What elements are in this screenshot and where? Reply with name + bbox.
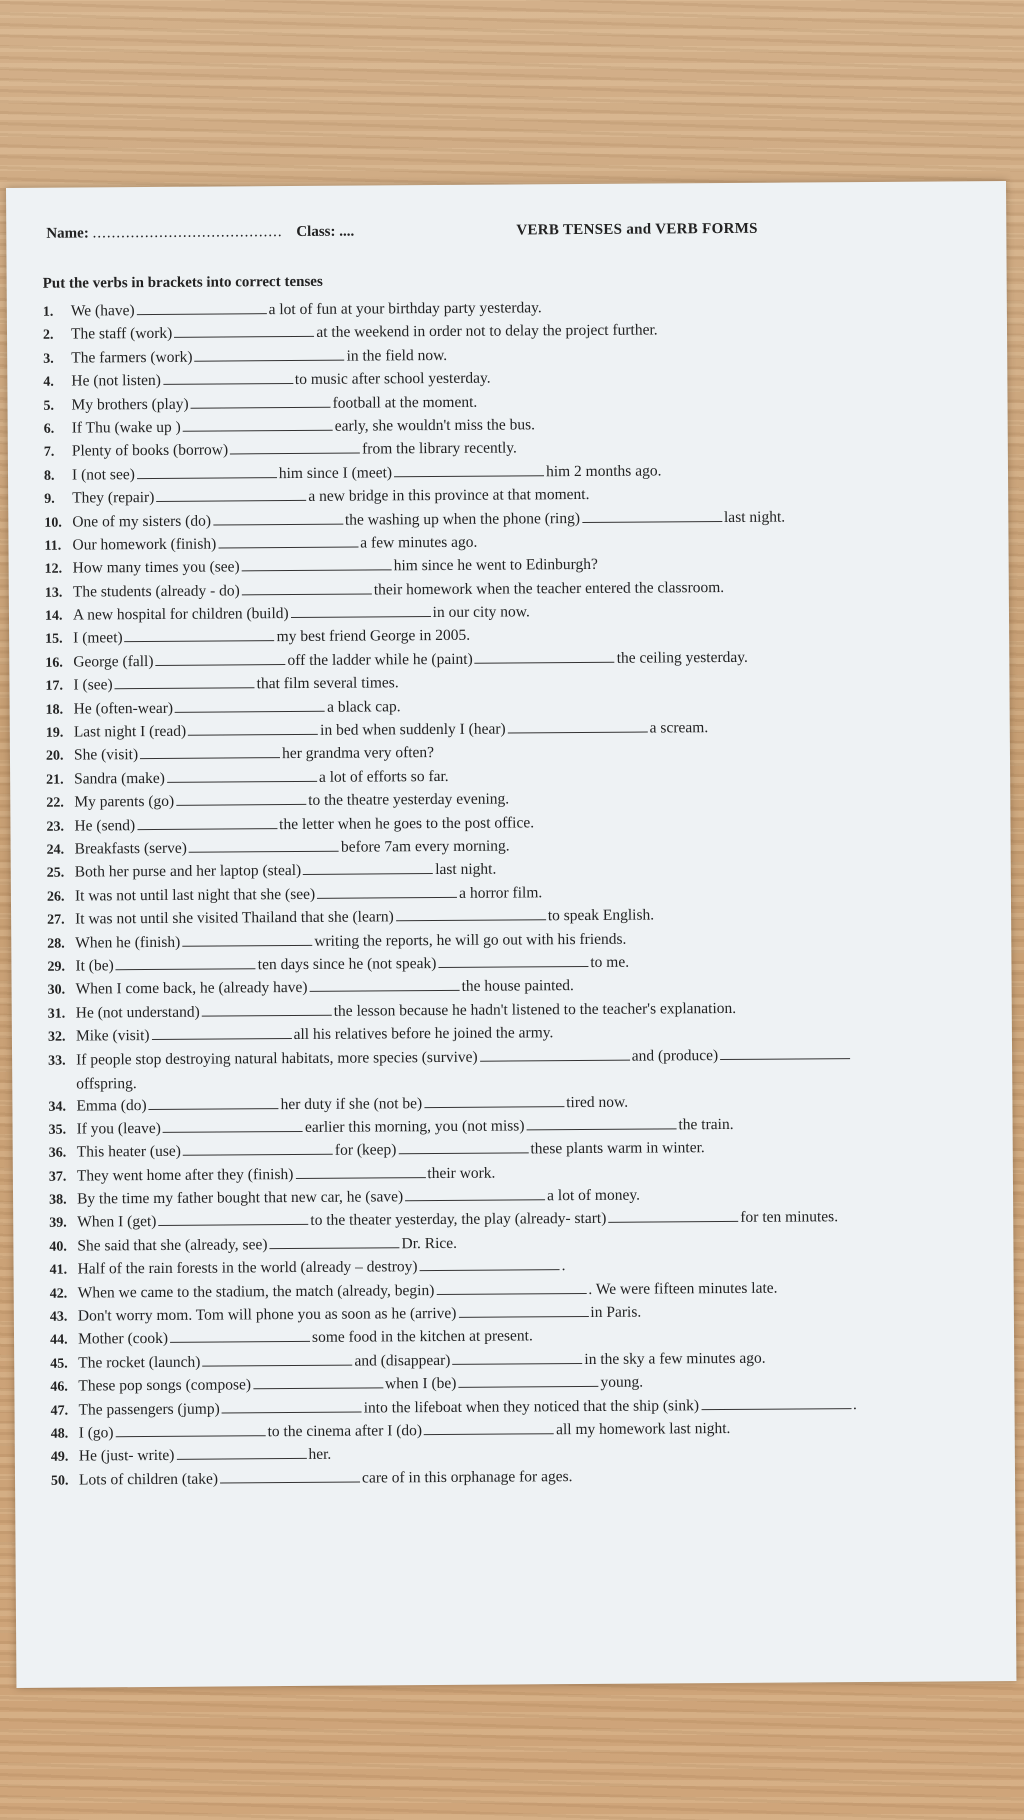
answer-blank[interactable] xyxy=(526,1114,676,1130)
exercise-number: 39. xyxy=(49,1216,67,1232)
exercise-text: to the cinema after I (do) xyxy=(267,1422,423,1441)
exercise-text: earlier this morning, you (not miss) xyxy=(304,1117,525,1136)
exercise-text: . xyxy=(561,1257,566,1275)
answer-blank[interactable] xyxy=(176,790,306,806)
answer-blank[interactable] xyxy=(140,744,280,760)
exercise-number: 38. xyxy=(49,1192,67,1208)
exercise-text: a lot of efforts so far. xyxy=(318,767,449,786)
answer-blank[interactable] xyxy=(174,322,314,338)
exercise-text: in bed when suddenly I (hear) xyxy=(320,720,506,739)
exercise-text: at the weekend in order not to delay the project further. xyxy=(316,321,658,342)
answer-blank[interactable] xyxy=(291,602,431,618)
exercise-number: 13. xyxy=(44,585,63,601)
exercise-text: I (not see) xyxy=(71,465,135,484)
answer-blank[interactable] xyxy=(452,1349,582,1365)
exercise-text: into the lifeboat when they noticed that the ship (sink) xyxy=(363,1396,700,1417)
exercise-text: When we came to the stadium, the match (already, begin) xyxy=(77,1281,435,1302)
exercise-text: It was not until last night that she (see) xyxy=(74,885,316,905)
exercise-text: The passengers (jump) xyxy=(78,1400,220,1419)
exercise-number: 20. xyxy=(45,749,64,765)
exercise-number: 49. xyxy=(50,1449,69,1466)
answer-blank[interactable] xyxy=(608,1207,738,1223)
exercise-text: Half of the rain forests in the world (already – destroy) xyxy=(77,1258,418,1278)
exercise-text: these plants warm in winter. xyxy=(530,1139,705,1158)
exercise-text: the ceiling yesterday. xyxy=(616,648,748,667)
exercise-number: 21. xyxy=(46,772,64,788)
answer-blank[interactable] xyxy=(149,1094,279,1110)
answer-blank[interactable] xyxy=(269,1233,399,1249)
answer-blank[interactable] xyxy=(242,556,392,572)
exercise-number: 29. xyxy=(47,959,65,975)
exercise-text: their work. xyxy=(427,1164,496,1182)
answer-blank[interactable] xyxy=(188,720,318,736)
exercise-text: If people stop destroying natural habitats, more species (survive) xyxy=(76,1048,478,1069)
answer-blank[interactable] xyxy=(125,627,275,643)
exercise-text: How many times you (see) xyxy=(72,558,240,577)
exercise-number: 9. xyxy=(44,491,55,507)
exercise-text: early, she wouldn't miss the bus. xyxy=(334,416,536,435)
exercise-text: in our city now. xyxy=(432,603,530,622)
exercise-text: If you (leave) xyxy=(76,1119,161,1138)
answer-blank[interactable] xyxy=(458,1302,588,1318)
exercise-number: 15. xyxy=(45,632,63,648)
exercise-text: Mike (visit) xyxy=(75,1027,150,1045)
exercise-text: When he (finish) xyxy=(75,933,181,952)
exercise-text: They went home after they (finish) xyxy=(76,1165,294,1185)
name-label: Name: xyxy=(46,225,89,242)
exercise-text: It was not until she visited Thailand that she (learn) xyxy=(75,908,394,928)
answer-blank[interactable] xyxy=(176,1444,306,1460)
exercise-number: 35. xyxy=(48,1122,67,1138)
answer-blank[interactable] xyxy=(163,1117,303,1133)
exercise-text: a scream. xyxy=(649,719,709,737)
exercise-number: 42. xyxy=(49,1286,68,1302)
exercise-item xyxy=(48,1042,1008,1095)
exercise-text: . We were fifteen minutes late. xyxy=(588,1279,778,1298)
exercise-text: Both her purse and her laptop (steal) xyxy=(74,862,302,881)
exercise-text: in Paris. xyxy=(590,1303,642,1321)
answer-blank[interactable] xyxy=(182,930,312,946)
exercise-text: my best friend George in 2005. xyxy=(276,627,471,646)
exercise-number: 41. xyxy=(49,1262,68,1278)
exercise-text: the train. xyxy=(678,1115,734,1134)
worksheet-title: VERB TENSES and VERB FORMS xyxy=(516,220,758,239)
exercise-text: to speak English. xyxy=(547,906,655,925)
exercise-number: 19. xyxy=(45,725,64,741)
exercise-text: football at the moment. xyxy=(332,393,478,412)
exercise-text: Lots of children (take) xyxy=(78,1470,219,1489)
exercise-text: last night. xyxy=(723,508,786,526)
exercise-text: and (disappear) xyxy=(354,1351,451,1370)
exercise-text: all his relatives before he joined the army. xyxy=(293,1024,554,1044)
exercise-number: 16. xyxy=(45,655,63,671)
exercise-text: Dr. Rice. xyxy=(401,1234,458,1253)
exercise-text: He (not understand) xyxy=(75,1003,200,1022)
exercise-text: The farmers (work) xyxy=(71,348,193,367)
answer-blank[interactable] xyxy=(405,1185,545,1201)
exercise-text: The rocket (launch) xyxy=(78,1353,201,1372)
exercise-text: . xyxy=(852,1395,857,1413)
exercise-number: 26. xyxy=(46,889,65,905)
exercise-text: her duty if she (not be) xyxy=(280,1094,423,1113)
exercise-text: and (produce) xyxy=(631,1046,719,1065)
answer-blank[interactable] xyxy=(213,509,343,525)
answer-blank[interactable] xyxy=(303,859,433,875)
exercise-text: One of my sisters (do) xyxy=(72,512,212,531)
exercise-text: to me. xyxy=(590,953,630,971)
answer-blank[interactable] xyxy=(295,1163,425,1179)
exercise-text: the washing up when the phone (ring) xyxy=(344,509,581,529)
exercise-number: 28. xyxy=(47,936,65,952)
exercise-text: off the ladder while he (paint) xyxy=(287,650,473,669)
exercise-number: 22. xyxy=(46,795,64,811)
answer-blank[interactable] xyxy=(194,345,344,361)
answer-blank[interactable] xyxy=(220,1467,360,1483)
worksheet-page xyxy=(6,181,1016,1688)
exercise-text: Mother (cook) xyxy=(77,1330,169,1348)
exercise-number: 36. xyxy=(48,1145,67,1162)
exercise-number: 14. xyxy=(44,608,63,624)
exercise-text: A new hospital for children (build) xyxy=(72,605,289,624)
exercise-number: 23. xyxy=(46,819,65,835)
exercise-text: her. xyxy=(308,1446,332,1464)
exercise-number: 32. xyxy=(47,1029,66,1045)
answer-blank[interactable] xyxy=(163,369,293,385)
answer-blank[interactable] xyxy=(419,1255,559,1271)
answer-blank[interactable] xyxy=(155,650,285,666)
exercise-text: a lot of money. xyxy=(547,1186,641,1205)
exercise-text: Sandra (make) xyxy=(74,769,165,788)
exercise-number: 50. xyxy=(50,1473,69,1489)
answer-blank[interactable] xyxy=(394,461,544,477)
exercise-number: 46. xyxy=(50,1379,68,1395)
exercise-text: It (be) xyxy=(75,957,114,975)
exercise-text: the lesson because he hadn't listened to the teacher's explanation. xyxy=(333,999,737,1020)
exercise-number: 11. xyxy=(44,538,62,554)
answer-blank[interactable] xyxy=(202,1000,332,1016)
exercise-text: I (meet) xyxy=(73,629,123,648)
exercise-number: 44. xyxy=(49,1333,68,1349)
answer-blank[interactable] xyxy=(183,1140,333,1156)
answer-blank[interactable] xyxy=(137,814,277,830)
name-dots: ........................................ xyxy=(92,224,283,242)
exercise-text: the house painted. xyxy=(461,977,574,996)
answer-blank[interactable] xyxy=(398,1139,528,1155)
exercise-text: These pop songs (compose) xyxy=(78,1376,252,1395)
instruction: Put the verbs in brackets into correct tenses xyxy=(42,273,323,292)
exercise-text: from the library recently. xyxy=(362,439,517,458)
answer-blank[interactable] xyxy=(720,1044,850,1060)
exercise-text: George (fall) xyxy=(73,652,154,671)
exercise-list xyxy=(43,293,1011,1492)
name-field-label xyxy=(46,224,282,243)
answer-blank[interactable] xyxy=(701,1394,851,1410)
class-field-label: Class: .... xyxy=(296,223,355,240)
exercise-text: him since I (meet) xyxy=(278,464,393,482)
answer-blank[interactable] xyxy=(458,1372,598,1388)
exercise-text: to the theatre yesterday evening. xyxy=(308,790,510,810)
answer-blank[interactable] xyxy=(167,767,317,783)
answer-blank[interactable] xyxy=(189,837,339,853)
exercise-text: last night. xyxy=(435,860,497,879)
exercise-number: 31. xyxy=(47,1006,66,1022)
answer-blank[interactable] xyxy=(175,696,325,712)
exercise-number: 5. xyxy=(43,398,55,414)
exercise-text: By the time my father bought that new car, he (save) xyxy=(77,1188,404,1208)
exercise-text: to the theater yesterday, the play (already- start) xyxy=(310,1210,607,1230)
answer-blank[interactable] xyxy=(151,1024,291,1040)
answer-blank[interactable] xyxy=(170,1327,310,1343)
exercise-text-continuation: offspring. xyxy=(76,1075,137,1093)
exercise-text: him 2 months ago. xyxy=(545,462,662,480)
answer-blank[interactable] xyxy=(202,1350,352,1366)
exercise-text: My brothers (play) xyxy=(71,395,189,414)
exercise-text: If Thu (wake up ) xyxy=(71,418,181,437)
exercise-text: tired now. xyxy=(566,1093,629,1111)
exercise-number: 37. xyxy=(48,1169,67,1185)
exercise-text: in the sky a few minutes ago. xyxy=(584,1349,766,1368)
exercise-number: 43. xyxy=(49,1309,68,1325)
answer-blank[interactable] xyxy=(424,1092,564,1108)
exercise-number: 6. xyxy=(43,421,55,437)
exercise-text: She (visit) xyxy=(73,746,139,764)
exercise-number: 4. xyxy=(43,374,54,390)
exercise-number: 47. xyxy=(50,1403,69,1419)
exercise-number: 24. xyxy=(46,842,65,858)
exercise-text: young. xyxy=(600,1373,644,1392)
exercise-text: a black cap. xyxy=(326,697,401,716)
exercise-number: 2. xyxy=(42,328,54,344)
answer-blank[interactable] xyxy=(309,976,459,992)
exercise-number: 7. xyxy=(43,445,55,461)
exercise-text: a horror film. xyxy=(459,884,543,902)
exercise-text: We (have) xyxy=(70,302,135,320)
exercise-text: I (go) xyxy=(78,1424,114,1442)
exercise-text: Last night I (read) xyxy=(73,722,187,741)
answer-blank[interactable] xyxy=(424,1419,554,1435)
exercise-number: 3. xyxy=(43,351,54,367)
exercise-text: their homework when the teacher entered the classroom. xyxy=(373,578,725,599)
answer-blank[interactable] xyxy=(218,532,358,548)
answer-blank[interactable] xyxy=(253,1374,383,1390)
answer-blank[interactable] xyxy=(115,1421,265,1437)
exercise-text: when I (be) xyxy=(384,1375,457,1393)
exercise-text: She said that she (already, see) xyxy=(77,1236,268,1255)
exercise-text: for ten minutes. xyxy=(740,1208,839,1227)
exercise-number: 1. xyxy=(42,304,54,320)
exercise-text: The students (already - do) xyxy=(72,582,240,601)
exercise-number: 40. xyxy=(49,1239,67,1255)
exercise-text: He (often-wear) xyxy=(73,699,174,718)
exercise-number: 34. xyxy=(48,1099,66,1115)
exercise-text: Don't worry mom. Tom will phone you as soon as he (arrive) xyxy=(77,1304,457,1325)
exercise-text: He (just- write) xyxy=(78,1447,175,1465)
answer-blank[interactable] xyxy=(242,579,372,595)
answer-blank[interactable] xyxy=(582,507,722,523)
exercise-number: 48. xyxy=(50,1426,69,1442)
exercise-number: 30. xyxy=(47,982,66,999)
exercise-text: ten days since he (not speak) xyxy=(257,954,437,974)
exercise-text: When I (get) xyxy=(77,1213,157,1231)
exercise-text: He (send) xyxy=(74,816,136,835)
answer-blank[interactable] xyxy=(191,392,331,408)
answer-blank[interactable] xyxy=(137,299,267,315)
exercise-number: 45. xyxy=(50,1356,68,1372)
exercise-text: This heater (use) xyxy=(76,1143,181,1161)
exercise-text: a lot of fun at your birthday party yesterday. xyxy=(268,299,542,319)
exercise-text: My parents (go) xyxy=(74,793,175,811)
answer-blank[interactable] xyxy=(396,905,546,921)
exercise-number: 10. xyxy=(44,515,62,531)
answer-blank[interactable] xyxy=(158,1210,308,1226)
answer-blank[interactable] xyxy=(508,718,648,734)
exercise-number: 25. xyxy=(46,865,65,882)
exercise-text: a few minutes ago. xyxy=(360,533,478,552)
exercise-text: for (keep) xyxy=(334,1141,397,1160)
exercise-text: him since he went to Edinburgh? xyxy=(393,556,598,575)
exercise-number: 33. xyxy=(48,1053,66,1069)
answer-blank[interactable] xyxy=(115,674,255,690)
exercise-text: a new bridge in this province at that moment. xyxy=(308,486,590,506)
answer-blank[interactable] xyxy=(438,952,588,968)
exercise-text: When I come back, he (already have) xyxy=(75,979,308,998)
exercise-text: Breakfasts (serve) xyxy=(74,839,188,858)
answer-blank[interactable] xyxy=(436,1279,586,1295)
exercise-text: I (see) xyxy=(73,676,113,694)
exercise-text: before 7am every morning. xyxy=(340,837,510,856)
exercise-text: her grandma very often? xyxy=(282,744,435,763)
exercise-text: in the field now. xyxy=(346,346,448,365)
answer-blank[interactable] xyxy=(183,416,333,432)
answer-blank[interactable] xyxy=(222,1397,362,1413)
answer-blank[interactable] xyxy=(317,883,457,899)
exercise-text: that film several times. xyxy=(256,674,399,693)
exercise-text: They (repair) xyxy=(72,489,155,507)
exercise-text: the letter when he goes to the post office. xyxy=(279,813,535,833)
exercise-text: care of in this orphanage for ages. xyxy=(361,1467,573,1487)
exercise-text: The staff (work) xyxy=(70,325,173,343)
exercise-text: to music after school yesterday. xyxy=(294,369,491,389)
exercise-text: Plenty of books (borrow) xyxy=(71,441,229,460)
exercise-text: some food in the kitchen at present. xyxy=(311,1327,533,1347)
exercise-number: 8. xyxy=(43,468,55,484)
exercise-number: 17. xyxy=(45,678,64,694)
exercise-text: all my homework last night. xyxy=(555,1419,731,1439)
answer-blank[interactable] xyxy=(230,439,360,455)
answer-blank[interactable] xyxy=(156,486,306,502)
exercise-text: writing the reports, he will go out with his friends. xyxy=(314,930,627,950)
answer-blank[interactable] xyxy=(475,648,615,664)
exercise-text: Our homework (finish) xyxy=(72,535,217,554)
exercise-number: 18. xyxy=(45,702,64,718)
answer-blank[interactable] xyxy=(480,1045,630,1061)
answer-blank[interactable] xyxy=(116,954,256,970)
exercise-text: He (not listen) xyxy=(71,372,161,390)
exercise-number: 12. xyxy=(44,561,63,578)
exercise-text: Emma (do) xyxy=(76,1096,147,1115)
answer-blank[interactable] xyxy=(137,463,277,479)
exercise-number: 27. xyxy=(47,912,65,928)
